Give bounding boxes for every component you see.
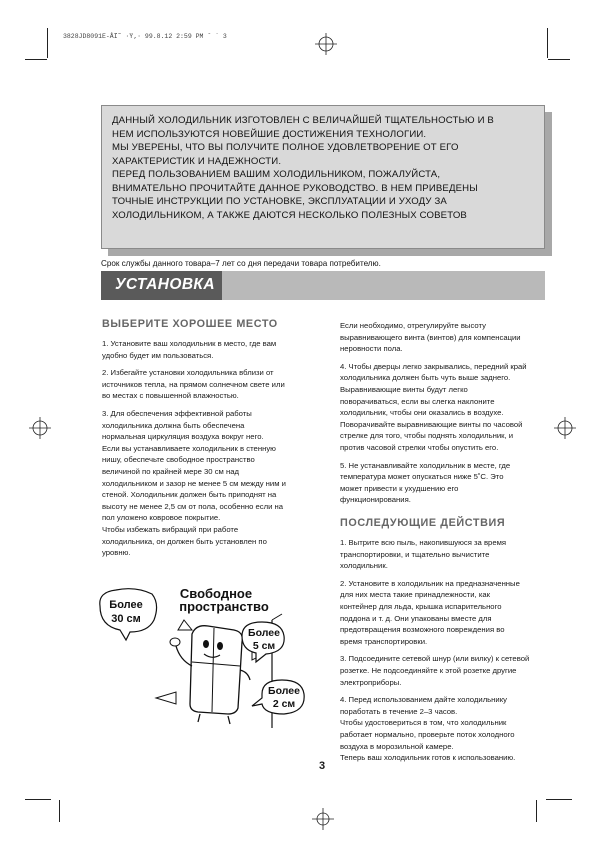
list-item [102,338,286,361]
crop-mark-bottom-right-h [546,799,572,800]
text-line: Выравнивающие винты будут легко [340,384,468,394]
text-line: розетке. Не подсоединяйте к этой розетке другие [340,665,517,675]
text-line: поработать в течение 2–3 часов. [340,706,458,716]
crop-mark-top-right-v [547,28,548,58]
text-line: 3. Подсоедините сетевой шнур (или вилку) к сетевой [340,654,530,664]
continuation-paragraph [340,320,527,355]
arrow-up-icon [178,620,192,630]
heading-choose-location: ВЫБЕРИТЕ ХОРОШЕЕ МЕСТО [102,318,278,330]
text-line: стрелке для того, чтобы поднять холодильник, и [340,431,514,441]
crop-mark-bottom-right-v [536,800,537,822]
registration-mark-right-icon [554,417,576,439]
text-line: 2. Избегайте установки холодильника вблизи от [102,368,274,378]
clearance-illustration [96,580,308,730]
text-line: предотвращения возможного повреждения во [340,625,505,635]
text-line: уровню. [102,548,131,558]
registration-mark-top-icon [315,33,337,55]
text-line: холодильник, чтобы они оказались в воздухе. [340,408,504,418]
notice-box [101,105,545,249]
text-line: 4. Перед использованием дайте холодильнику [340,695,508,705]
text-line: Если вы устанавливаете холодильник в стенную [102,443,276,453]
text-line: Поворачивайте выравнивающие винты по часовой [340,419,523,429]
right-column-text [340,320,527,506]
text-line: 5. Не устанавливайте холодильник в месте, где [340,460,511,470]
text-line: холодильника должен быть чуть выше заднего. [340,373,511,383]
print-info: 3828JD8091E-ÂÏ˜ ·Ÿ‚· 99.8.12 2:59 PM ˘ ` 3 [63,33,227,40]
text-line: работает нормально, проверьте поток холодного [340,729,515,739]
top-clearance-label-2: 30 см [111,613,141,625]
text-line: холодильника, он должен быть установлен по [102,536,267,546]
text-line: Чтобы удостовериться в том, что холодильник [340,718,507,728]
text-line: Если необходимо, отрегулируйте высоту [340,321,486,330]
list-item [102,367,286,402]
text-line: нишу, обеспечьте свободное пространство [102,455,255,465]
crop-mark-top-left-v [47,28,48,58]
text-line: величиной по крайней мере 30 см над [102,466,239,476]
text-line: функционирования. [340,495,411,505]
service-life-note: Срок службы данного товара–7 лет со дня передачи товара потребителю. [101,259,381,268]
list-item [340,361,527,454]
text-line: 1. Вытрите всю пыль, накопившуюся за время [340,538,507,547]
notice-line: ХАРАКТЕРИСТИК И НАДЕЖНОСТИ. [112,155,282,167]
text-line: контейнер для льда, крышка испарительного [340,601,502,611]
free-space-label-2: пространство [179,599,269,614]
left-column-text [102,338,286,559]
text-line: поддона и т. д. Они упакованы вместе для [340,613,492,623]
text-line: во местах с повышенной влажностью. [102,391,239,401]
text-line: холодильником и зазор не менее 5 см между ним и [102,478,286,488]
text-line: нормальная циркуляция воздуха вокруг него. [102,432,264,442]
crop-mark-bottom-left-h [25,799,51,800]
text-line: может привести к ухудшению его [340,483,459,493]
section-title: УСТАНОВКА [115,276,215,293]
notice-line: МЫ УВЕРЕНЫ, ЧТО ВЫ ПОЛУЧИТЕ ПОЛНОЕ УДОВЛЕТВОРЕНИЕ ОТ ЕГО [112,142,459,153]
text-line: Теперь ваш холодильник готов к использованию. [340,753,516,763]
crop-mark-bottom-left-v [59,800,60,822]
text-line: температура может опускаться ниже 5˚C. Это [340,472,504,482]
text-line: 3. Для обеспечения эффективной работы [102,408,252,418]
list-item [340,578,529,648]
text-line: 1. Установите ваш холодильник в место, где вам [102,339,277,348]
text-line: против часовой стрелки чтобы опустить его. [340,442,499,452]
next-steps-list [340,537,529,764]
page-number: 3 [319,760,326,772]
notice-line: ПЕРЕД ПОЛЬЗОВАНИЕМ ВАШИМ ХОЛОДИЛЬНИКОМ, ПОЖАЛУЙСТА, [112,169,441,180]
notice-line: НЕМ ИСПОЛЬЗУЮТСЯ НОВЕЙШИЕ ДОСТИЖЕНИЯ ТЕХНОЛОГИИ. [112,128,427,140]
list-item [340,460,527,506]
text-line: неровности пола. [340,344,403,354]
text-line: 4. Чтобы дверцы легко закрывались, передний край [340,361,527,371]
crop-mark-top-right-h [548,59,570,60]
text-line: холодильника должна быть обеспечена [102,420,245,430]
arrow-left-icon [156,692,176,704]
list-item [340,537,529,572]
text-line: воздуха в морозильной камере. [340,741,454,751]
free-space-label-1: Свободное [179,586,253,601]
text-line: холодильник. [340,561,388,571]
refrigerator-character-icon [170,626,250,724]
text-line: стеной. Холодильник должен быть приподнят на [102,490,277,500]
text-line: высоту не менее 2,5 см от пола, особенно если на [102,501,284,511]
registration-mark-left-icon [29,417,51,439]
text-line: Чтобы избежать вибраций при работе [102,524,239,534]
notice-line: ВНИМАТЕЛЬНО ПРОЧИТАЙТЕ ДАННОЕ РУКОВОДСТВО. В НЕМ ПРИВЕДЕНЫ [112,182,478,194]
side-clearance-label-1: Более [248,627,280,639]
floor-clearance-label-1: Более [268,685,300,697]
text-line: 2. Установите в холодильник на предназначенные [340,578,520,588]
text-line: поворачиваться, если вы слегка наклоните [340,396,495,406]
list-item [102,408,286,559]
text-line: источников тепла, на прямом солнечном свете или [102,379,285,389]
floor-clearance-label-2: 2 см [272,698,296,710]
notice-line: ТОЧНЫЕ ИНСТРУКЦИИ ПО УСТАНОВКЕ, ЭКСПЛУАТАЦИИ И УХОДУ ЗА [112,196,447,207]
notice-line: ХОЛОДИЛЬНИКОМ, А ТАКЖЕ ДАЮТСЯ НЕСКОЛЬКО ПОЛЕЗНЫХ СОВЕТОВ [112,209,467,221]
text-line: электроприборы. [340,677,402,687]
text-line: пол уложено ковровое покрытие. [102,513,221,523]
notice-line: ДАННЫЙ ХОЛОДИЛЬНИК ИЗГОТОВЛЕН С ВЕЛИЧАЙШЕЙ ТЩАТЕЛЬНОСТЬЮ И В [112,115,494,126]
text-line: время транспортировки. [340,636,428,646]
top-clearance-label-1: Более [109,599,143,611]
text-line: транспортировки, и тщательно вычистите [340,549,490,559]
text-line: выравнивающего винта (винтов) для компенсации [340,332,521,342]
text-line: для них места такие принадлежности, как [340,590,490,600]
heading-next-steps: ПОСЛЕДУЮЩИЕ ДЕЙСТВИЯ [340,517,506,529]
list-item [340,653,529,688]
text-line: удобно будет им пользоваться. [102,350,214,360]
crop-mark-top-left-h [25,59,47,60]
side-clearance-label-2: 5 см [252,640,276,652]
registration-mark-bottom-icon [312,808,334,830]
list-item [340,694,529,764]
